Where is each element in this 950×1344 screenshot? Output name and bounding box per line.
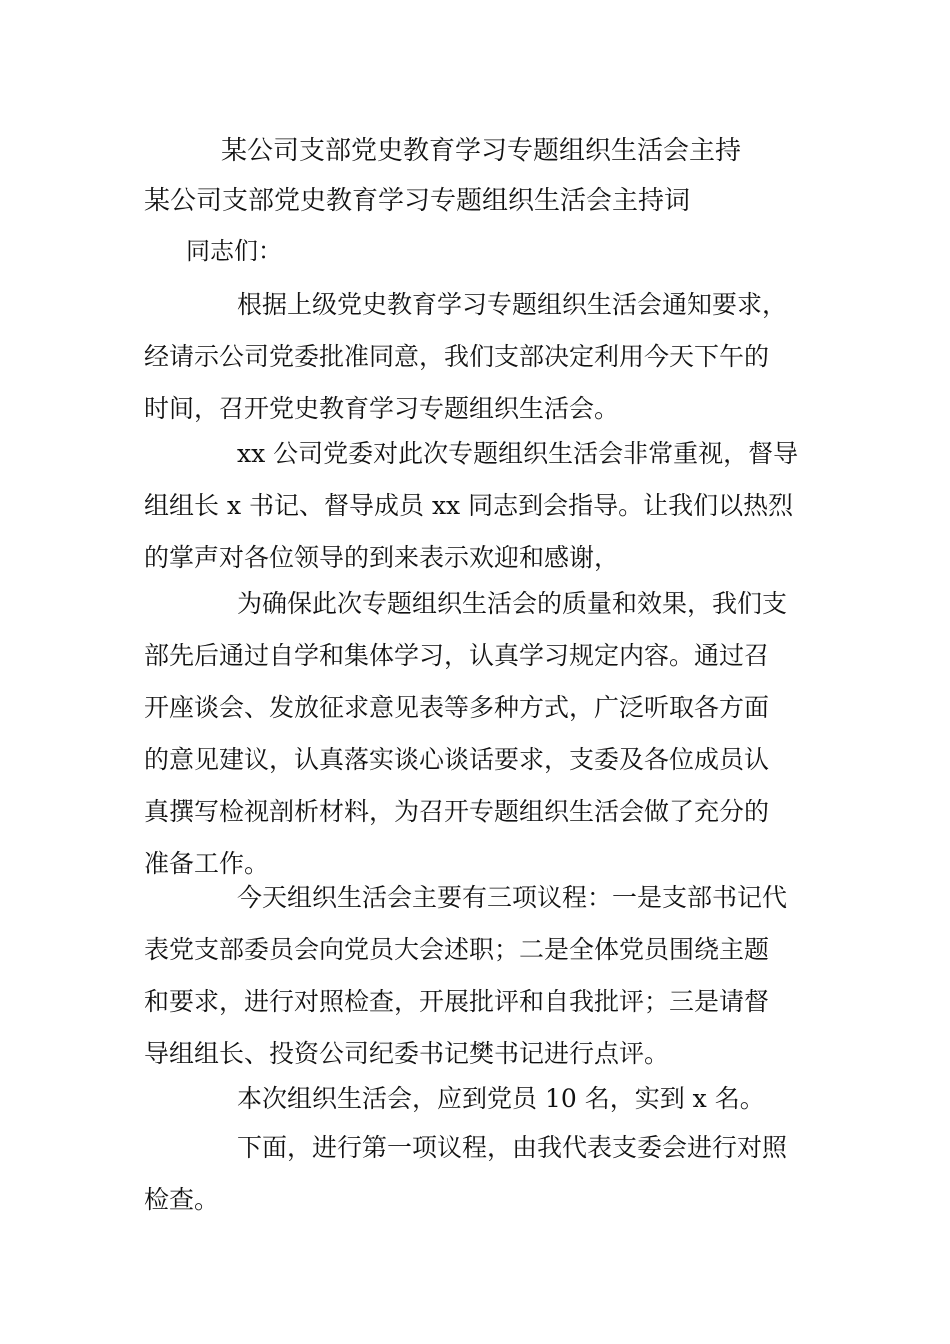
paragraph-welcome xyxy=(144,428,808,584)
paragraph-line: 的掌声对各位领导的到来表示欢迎和感谢， xyxy=(144,543,620,572)
paragraph-line: 表党支部委员会向党员大会述职；二是全体党员围绕主题 xyxy=(144,935,770,964)
paragraph-line: 导组组长、投资公司纪委书记樊书记进行点评。 xyxy=(144,1039,670,1068)
paragraph-line: 为确保此次专题组织生活会的质量和效果，我们支 xyxy=(237,589,788,618)
paragraph-preparation xyxy=(144,578,808,890)
paragraph-line: 下面，进行第一项议程，由我代表支委会进行对照 xyxy=(237,1133,788,1162)
paragraph-line: 部先后通过自学和集体学习，认真学习规定内容。通过召 xyxy=(144,641,770,670)
document-subtitle: 某公司支部党史教育学习专题组织生活会主持词 xyxy=(144,186,691,216)
paragraph-line: xx 公司党委对此次专题组织生活会非常重视，督导 xyxy=(237,439,799,468)
paragraph-line: 开座谈会、发放征求意见表等多种方式，广泛听取各方面 xyxy=(144,693,770,722)
paragraph-agenda xyxy=(144,872,808,1080)
paragraph-line: 的意见建议，认真落实谈心谈话要求，支委及各位成员认 xyxy=(144,745,770,774)
paragraph-line: 准备工作。 xyxy=(144,849,270,878)
paragraph-line: 检查。 xyxy=(144,1185,220,1214)
paragraph-line: 经请示公司党委批准同意，我们支部决定利用今天下午的 xyxy=(144,342,770,371)
paragraph-line: 真撰写检视剖析材料，为召开专题组织生活会做了充分的 xyxy=(144,797,770,826)
paragraph-line: 根据上级党史教育学习专题组织生活会通知要求， xyxy=(237,290,788,319)
document-title: 某公司支部党史教育学习专题组织生活会主持 xyxy=(221,136,742,166)
paragraph-line: 组组长 x 书记、督导成员 xx 同志到会指导。让我们以热烈 xyxy=(144,491,794,520)
paragraph-first-item xyxy=(144,1122,808,1226)
salutation: 同志们： xyxy=(186,237,282,265)
paragraph-line: 时间，召开党史教育学习专题组织生活会。 xyxy=(144,394,620,423)
paragraph-line: 本次组织生活会，应到党员 10 名，实到 x 名。 xyxy=(237,1084,765,1113)
paragraph-attendance xyxy=(144,1073,808,1125)
paragraph-notice xyxy=(144,279,808,435)
paragraph-line: 今天组织生活会主要有三项议程：一是支部书记代 xyxy=(237,883,788,912)
paragraph-line: 和要求，进行对照检查，开展批评和自我批评；三是请督 xyxy=(144,987,770,1016)
